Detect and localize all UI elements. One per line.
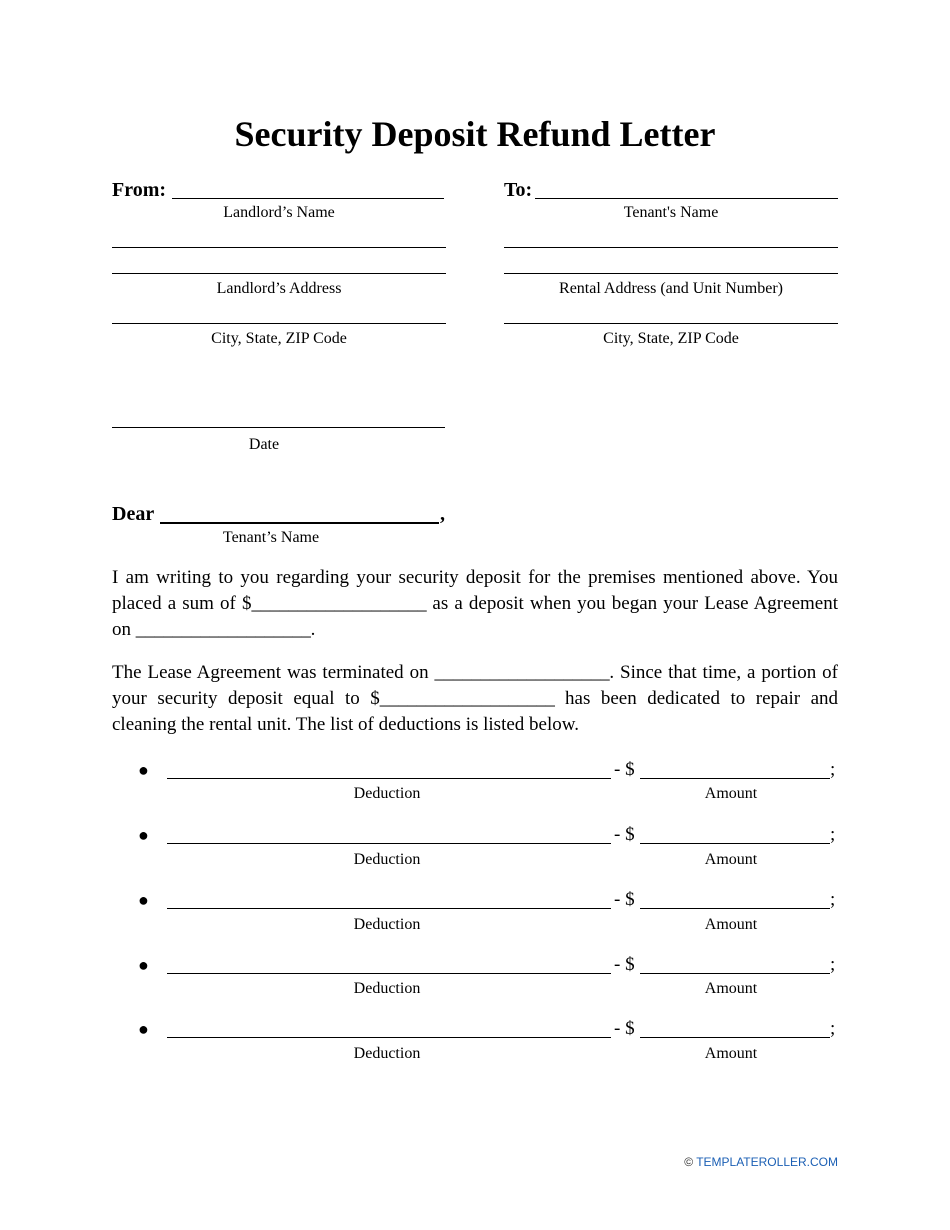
paragraph-termination-text-c: has been dedicated to repair and cleaning the rental unit. The list of deductions is listed below. <box>112 688 839 735</box>
footer-credit <box>684 1154 838 1170</box>
deduction-end: ; <box>830 889 836 910</box>
deduction-field[interactable] <box>167 973 611 974</box>
paragraph-termination-text-a: The Lease Agreement was terminated on <box>112 662 435 683</box>
amount-field[interactable] <box>640 908 830 909</box>
paragraph-termination-text-b: . Since that time, a portion of your security deposit equal to $ <box>112 662 838 709</box>
salutation-caption: Tenant’s Name <box>222 529 320 546</box>
date-caption: Date <box>248 436 280 453</box>
footer-link[interactable]: TEMPLATEROLLER.COM <box>696 1155 838 1169</box>
bullet-icon: ● <box>138 955 149 975</box>
deduction-caption: Deduction <box>353 980 421 997</box>
from-label: From: <box>112 179 167 201</box>
bullet-icon: ● <box>138 1019 149 1039</box>
deduction-separator: - $ <box>614 1018 635 1039</box>
amount-field[interactable] <box>640 1037 830 1038</box>
amount-caption: Amount <box>704 851 758 868</box>
salutation-label: Dear <box>112 503 155 525</box>
amount-field[interactable] <box>640 973 830 974</box>
deposit-amount-field[interactable]: ___________________ <box>251 593 427 614</box>
deducted-amount-field[interactable]: ___________________ <box>379 688 555 709</box>
lease-start-date-field[interactable]: ___________________ <box>135 619 311 640</box>
deduction-separator: - $ <box>614 759 635 780</box>
landlord-name-caption: Landlord’s Name <box>223 204 335 221</box>
deduction-end: ; <box>830 954 836 975</box>
deduction-field[interactable] <box>167 1037 611 1038</box>
copyright-icon: © <box>684 1155 694 1169</box>
salutation-name-field[interactable] <box>160 522 439 524</box>
paragraph-termination <box>112 660 838 738</box>
paragraph-deposit <box>112 565 838 643</box>
tenant-city-caption: City, State, ZIP Code <box>603 330 739 347</box>
paragraph-deposit-text-c: . <box>310 619 316 640</box>
amount-caption: Amount <box>704 785 758 802</box>
amount-caption: Amount <box>704 980 758 997</box>
amount-field[interactable] <box>640 843 830 844</box>
deduction-separator: - $ <box>614 889 635 910</box>
tenant-name-field[interactable] <box>535 198 838 199</box>
deduction-field[interactable] <box>167 908 611 909</box>
paragraph-deposit-text-b: as a deposit when you began your Lease Agreement on <box>112 593 838 640</box>
rental-address-field-1[interactable] <box>504 247 838 248</box>
salutation-comma: , <box>440 503 445 525</box>
tenant-city-field[interactable] <box>504 323 838 324</box>
landlord-address-field-1[interactable] <box>112 247 446 248</box>
bullet-icon: ● <box>138 760 149 780</box>
deduction-caption: Deduction <box>353 851 421 868</box>
bullet-icon: ● <box>138 890 149 910</box>
deduction-separator: - $ <box>614 824 635 845</box>
date-field[interactable] <box>112 427 445 428</box>
to-label: To: <box>504 179 533 201</box>
amount-caption: Amount <box>704 1045 758 1062</box>
rental-address-field-2[interactable] <box>504 273 838 274</box>
landlord-name-field[interactable] <box>172 198 444 199</box>
bullet-icon: ● <box>138 825 149 845</box>
deduction-caption: Deduction <box>353 785 421 802</box>
amount-caption: Amount <box>704 916 758 933</box>
deduction-end: ; <box>830 824 836 845</box>
landlord-city-field[interactable] <box>112 323 446 324</box>
deduction-caption: Deduction <box>353 916 421 933</box>
document-title: Security Deposit Refund Letter <box>234 114 716 154</box>
amount-field[interactable] <box>640 778 830 779</box>
deduction-end: ; <box>830 1018 836 1039</box>
deduction-field[interactable] <box>167 778 611 779</box>
landlord-address-caption: Landlord’s Address <box>216 280 342 297</box>
deduction-field[interactable] <box>167 843 611 844</box>
deduction-end: ; <box>830 759 836 780</box>
paragraph-deposit-text-a: I am writing to you regarding your security deposit for the premises mentioned above. You placed a sum of $ <box>112 567 838 614</box>
landlord-city-caption: City, State, ZIP Code <box>211 330 347 347</box>
tenant-name-caption: Tenant's Name <box>623 204 719 221</box>
deduction-caption: Deduction <box>353 1045 421 1062</box>
termination-date-field[interactable]: ___________________ <box>434 662 610 683</box>
deduction-separator: - $ <box>614 954 635 975</box>
landlord-address-field-2[interactable] <box>112 273 446 274</box>
rental-address-caption: Rental Address (and Unit Number) <box>559 280 783 297</box>
